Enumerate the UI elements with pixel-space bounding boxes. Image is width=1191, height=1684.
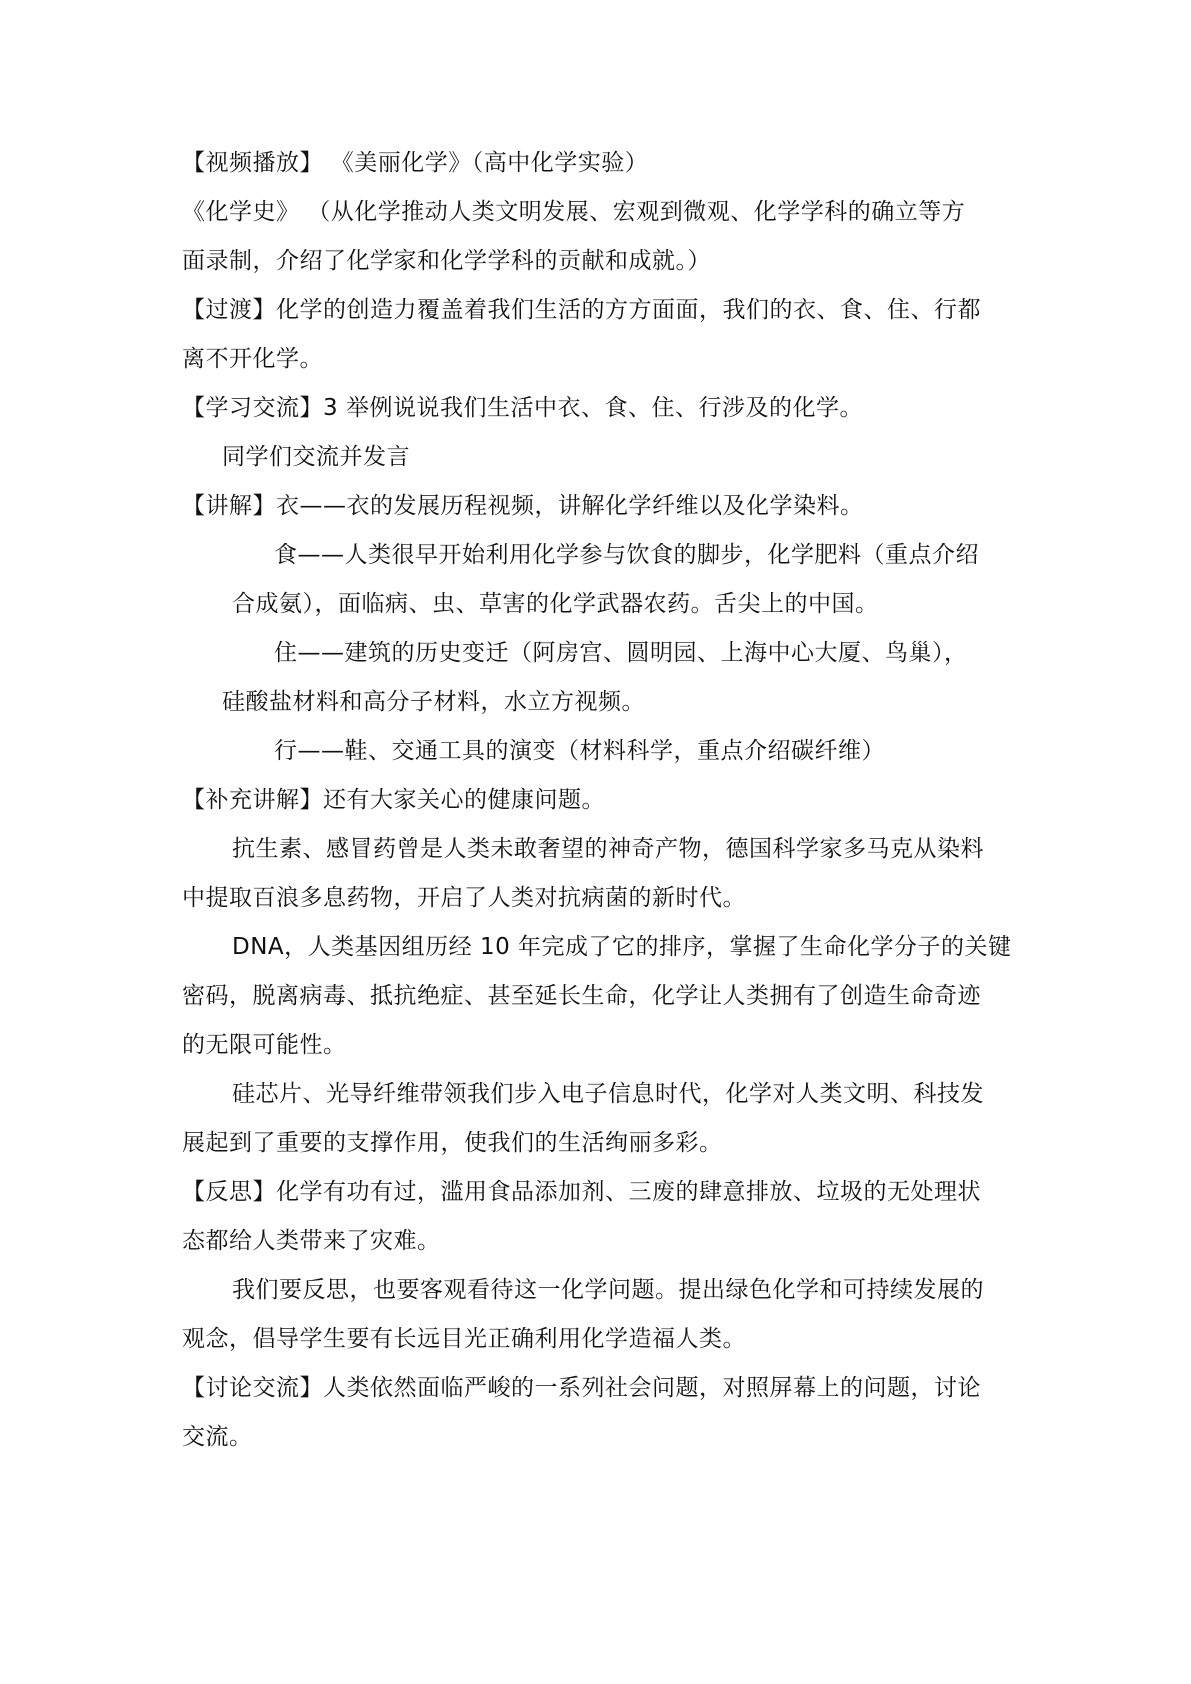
text-line-transition-cont: 离不开化学。: [182, 346, 323, 372]
text-line-video: 【视频播放】 《美丽化学》（高中化学实验）: [182, 150, 649, 176]
text-line-travel: 行——鞋、交通工具的演变（材料科学，重点介绍碳纤维）: [274, 738, 885, 764]
text-line-green-chem-cont: 观念，倡导学生要有长远目光正确利用化学造福人类。: [182, 1326, 746, 1352]
text-line-dna-cont: 密码，脱离病毒、抵抗绝症、甚至延长生命，化学让人类拥有了创造生命奇迹: [182, 983, 981, 1009]
text-line-explain-clothing: 【讲解】衣——衣的发展历程视频，讲解化学纤维以及化学染料。: [182, 493, 864, 519]
text-line-history-cont: 面录制，介绍了化学家和化学学科的贡献和成就。）: [182, 248, 711, 274]
text-line-food: 食——人类很早开始利用化学参与饮食的脚步，化学肥料（重点介绍: [274, 542, 979, 568]
text-line-history: 《化学史》 （从化学推动人类文明发展、宏观到微观、化学学科的确立等方: [182, 199, 966, 225]
text-line-reflection-cont: 态都给人类带来了灾难。: [182, 1228, 441, 1254]
text-line-green-chem: 我们要反思，也要客观看待这一化学问题。提出绿色化学和可持续发展的: [232, 1277, 984, 1303]
text-line-dna: DNA，人类基因组历经 10 年完成了它的排序，掌握了生命化学分子的关键: [232, 934, 1012, 960]
text-line-exchange: 【学习交流】3 举例说说我们生活中衣、食、住、行涉及的化学。: [182, 395, 863, 421]
text-line-antibiotics-cont: 中提取百浪多息药物，开启了人类对抗病菌的新时代。: [182, 885, 746, 911]
text-line-discussion-cont: 交流。: [182, 1424, 253, 1450]
text-line-reflection: 【反思】化学有功有过，滥用食品添加剂、三废的肆意排放、垃圾的无处理状: [182, 1179, 981, 1205]
text-line-silicon-cont: 展起到了重要的支撑作用，使我们的生活绚丽多彩。: [182, 1130, 723, 1156]
text-line-housing: 住——建筑的历史变迁（阿房宫、圆明园、上海中心大厦、鸟巢），: [274, 640, 968, 666]
text-line-housing-cont: 硅酸盐材料和高分子材料，水立方视频。: [222, 689, 645, 715]
text-line-discussion: 【讨论交流】人类依然面临严峻的一系列社会问题，对照屏幕上的问题，讨论: [182, 1375, 981, 1401]
text-line-antibiotics: 抗生素、感冒药曾是人类未敢奢望的神奇产物，德国科学家多马克从染料: [232, 836, 984, 862]
text-line-students: 同学们交流并发言: [222, 444, 410, 470]
text-line-transition: 【过渡】化学的创造力覆盖着我们生活的方方面面，我们的衣、食、住、行都: [182, 297, 981, 323]
text-line-supplement: 【补充讲解】还有大家关心的健康问题。: [182, 787, 605, 813]
text-line-dna-end: 的无限可能性。: [182, 1032, 347, 1058]
text-line-silicon: 硅芯片、光导纤维带领我们步入电子信息时代，化学对人类文明、科技发: [232, 1081, 984, 1107]
text-line-food-cont: 合成氨），面临病、虫、草害的化学武器农药。舌尖上的中国。: [232, 591, 879, 617]
